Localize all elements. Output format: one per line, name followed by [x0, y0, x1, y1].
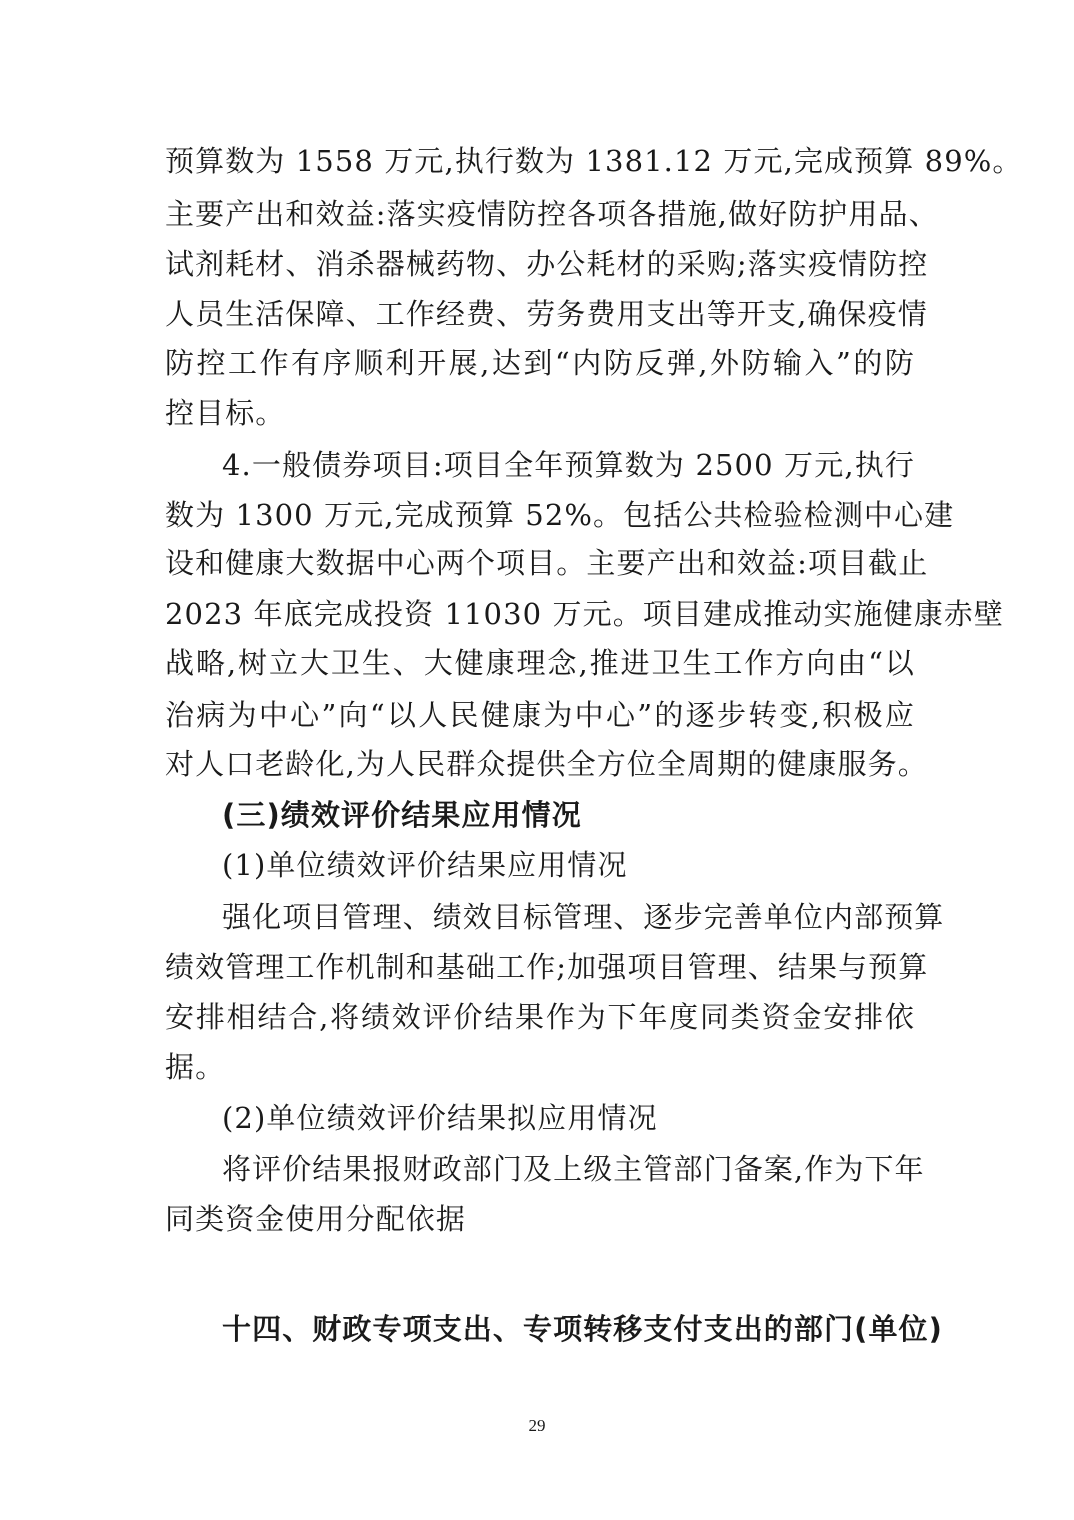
text-line-10: 2023 年底完成投资 11030 万元。项目建成推动实施健康赤壁 — [165, 597, 1005, 631]
text-line-3: 试剂耗材、消杀器械药物、办公耗材的采购;落实疫情防控 — [165, 247, 929, 281]
text-line-8: 数为 1300 万元,完成预算 52%。包括公共检验检测中心建 — [165, 498, 955, 532]
text-line-9: 设和健康大数据中心两个项目。主要产出和效益:项目截止 — [165, 546, 929, 580]
text-line-13: 对人口老龄化,为人民群众提供全方位全周期的健康服务。 — [165, 747, 928, 781]
chapter-heading: 十四、财政专项支出、专项转移支付支出的部门(单位) — [222, 1312, 944, 1346]
text-line-16: 强化项目管理、绩效目标管理、逐步完善单位内部预算 — [222, 900, 945, 934]
text-line-6: 控目标。 — [165, 396, 286, 430]
text-line-5: 防控工作有序顺利开展,达到“内防反弹,外防输入”的防 — [165, 346, 915, 380]
text-line-2: 主要产出和效益:落实疫情防控各项各措施,做好防护用品、 — [165, 197, 939, 231]
text-line-22: 同类资金使用分配依据 — [165, 1202, 467, 1236]
text-line-11: 战略,树立大卫生、大健康理念,推进卫生工作方向由“以 — [165, 646, 915, 680]
text-line-1: 预算数为 1558 万元,执行数为 1381.12 万元,完成预算 89%。 — [165, 144, 1023, 178]
subheading-1: (1)单位绩效评价结果应用情况 — [222, 848, 628, 882]
text-line-7: 4.一般债券项目:项目全年预算数为 2500 万元,执行 — [222, 448, 915, 482]
section-heading: (三)绩效评价结果应用情况 — [222, 798, 582, 832]
text-line-4: 人员生活保障、工作经费、劳务费用支出等开支,确保疫情 — [165, 297, 928, 331]
text-line-17: 绩效管理工作机制和基础工作;加强项目管理、结果与预算 — [165, 950, 929, 984]
page-number: 29 — [528, 1416, 546, 1435]
text-line-19: 据。 — [165, 1050, 226, 1084]
text-line-21: 将评价结果报财政部门及上级主管部门备案,作为下年 — [222, 1152, 925, 1186]
subheading-2: (2)单位绩效评价结果拟应用情况 — [222, 1101, 658, 1135]
text-line-12: 治病为中心”向“以人民健康为中心”的逐步转变,积极应 — [165, 698, 915, 732]
text-line-18: 安排相结合,将绩效评价结果作为下年度同类资金安排依 — [165, 1000, 915, 1034]
